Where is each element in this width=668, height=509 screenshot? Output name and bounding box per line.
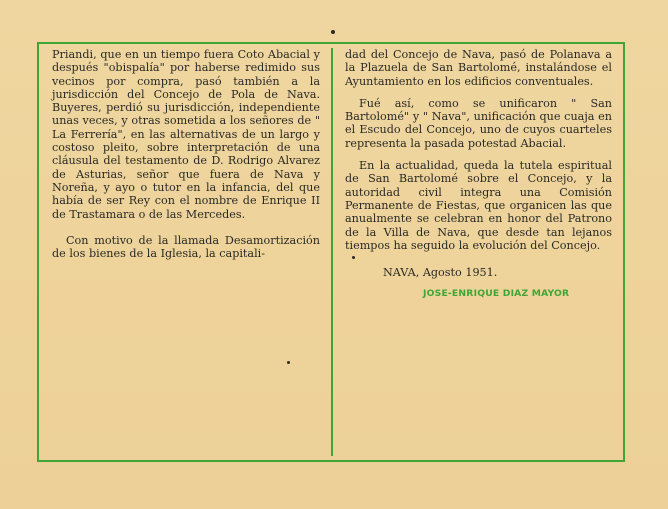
right-column — [345, 48, 612, 301]
left-paragraph-2: Con motivo de la llamada Desamortización de los bienes de la Iglesia, la capitali- — [52, 233, 320, 261]
right-paragraph-1: dad del Concejo de Nava, pasó de Polanava a la Plazuela de San Bartolomé, instalándose el Ayuntamiento en los edificios conventuales. — [345, 48, 612, 88]
author-signature: JOSE-ENRIQUE DIAZ MAYOR — [423, 288, 570, 300]
column-divider — [331, 48, 333, 456]
ink-speck — [287, 361, 290, 364]
place-date: NAVA, Agosto 1951. — [383, 266, 498, 280]
ink-speck — [331, 30, 335, 34]
right-paragraph-3: En la actualidad, queda la tutela espiritual de San Bartolomé sobre el Concejo, y la autoridad civil integra una Comisión Permanente de Fiestas, que organicen las que anualmente se celebran en honor del Patrono de la Villa de Nava, que desde tan lejanos tiempos ha seguido la evolución del Concejo. — [345, 159, 612, 252]
left-column — [52, 48, 320, 260]
right-paragraph-2: Fué así, como se unificaron " San Bartolomé" y " Nava", unificación que cuaja en el Escudo del Concejo, uno de cuyos cuarteles representa la pasada potestad Abacial. — [345, 96, 612, 150]
ink-speck — [352, 256, 355, 259]
left-paragraph-1: Priandi, que en un tiempo fuera Coto Abacial y después "obispalía" por haberse redimido sus vecinos por compra, pasó también a la jurisdicción del Concejo de Pola de Nava. Buyeres, perdió su jurisdicción, independiente unas veces, y otras sometida a los señores de " La Ferrería", en las alternativas de un largo y costoso pleito, sobre interpretación de una cláusula del testamento de D. Rodrigo Alvarez de Asturias, señor que fuera de Nava y Noreña, y ayo o tutor en la infancia, del que había de ser Rey con el nombre de Enrique II de Trastamara o de las Mercedes. — [52, 48, 320, 221]
